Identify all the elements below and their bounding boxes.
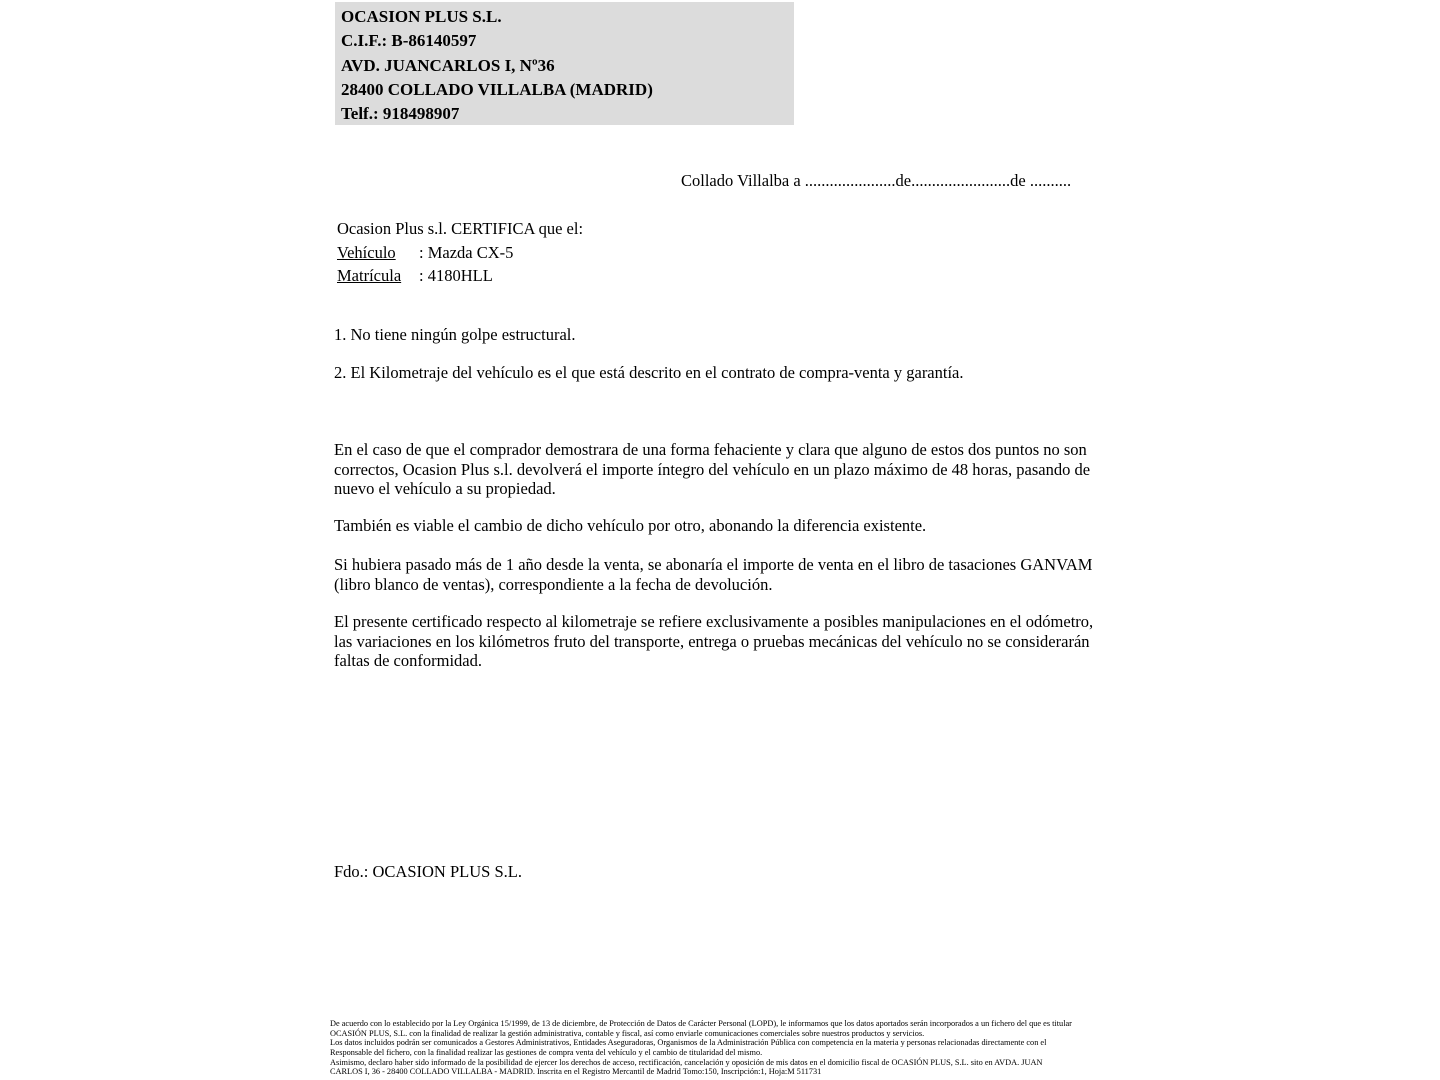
paragraph-refund: En el caso de que el comprador demostrara de una forma fehaciente y clara que alguno de estos dos puntos no son correctos, Ocasion Plus s.l. devolverá el importe íntegro del vehículo en un plazo máximo de 48 horas, pasando de nuevo el vehículo a su propiedad. — [334, 440, 1091, 499]
company-city: 28400 COLLADO VILLALBA (MADRID) — [341, 79, 653, 99]
vehicle-label: Vehículo — [337, 242, 396, 262]
signature-line: Fdo.: OCASION PLUS S.L. — [334, 862, 522, 881]
company-cif: C.I.F.: B-86140597 — [341, 31, 477, 51]
certify-intro: Ocasion Plus s.l. CERTIFICA que el: — [337, 219, 584, 238]
plate-value: : 4180HLL — [419, 266, 493, 285]
paragraph-exchange: También es viable el cambio de dicho vehículo por otro, abonando la diferencia existente. — [334, 516, 927, 535]
paragraph-ganvam: Si hubiera pasado más de 1 año desde la venta, se abonaría el importe de venta en el libro de tasaciones GANVAM (libro blanco de ventas), correspondiente a la fecha de devolución. — [334, 555, 1093, 594]
date-line: Collado Villalba a ......................de........................de .......... — [681, 171, 1072, 190]
plate-row — [337, 264, 583, 288]
company-name: OCASION PLUS S.L. — [341, 7, 502, 26]
point-1: 1. No tiene ningún golpe estructural. — [334, 325, 576, 344]
legal-line: Responsable del fichero, con la finalidad realizar las gestiones de compra venta del vehículo y el cambio de titularidad del mismo. — [330, 1047, 763, 1057]
vehicle-row — [337, 241, 583, 265]
legal-line: OCASIÓN PLUS, S.L. con la finalidad de realizar la gestión administrativa, contable y fiscal, así como enviarle comunicaciones comerciales sobre nuestros productos y servicios. — [330, 1028, 925, 1038]
legal-line: Los datos incluidos podrán ser comunicados a Gestores Administrativos, Entidades Aseguradoras, Organismos de la Administración Pública con competencia en la materia y personas relacionadas directamente con el — [330, 1038, 1047, 1048]
company-header-box — [335, 2, 794, 125]
company-phone: Telf.: 918498907 — [341, 104, 460, 124]
certify-block — [337, 217, 583, 288]
legal-line: De acuerdo con lo establecido por la Ley Orgánica 15/1999, de 13 de diciembre, de Protección de Datos de Carácter Personal (LOPD), le informamos que los datos aportados serán incorporados a un fichero del que es titular — [330, 1019, 1072, 1028]
company-address: AVD. JUANCARLOS I, Nº36 — [341, 55, 555, 75]
paragraph-odometer: El presente certificado respecto al kilometraje se refiere exclusivamente a posibles manipulaciones en el odómetro, las variaciones en los kilómetros fruto del transporte, entrega o pruebas mecánicas del vehículo no se considerarán faltas de conformidad. — [334, 612, 1094, 671]
vehicle-value: : Mazda CX-5 — [419, 242, 514, 262]
plate-label: Matrícula — [337, 266, 402, 285]
legal-line: Asimismo, declaro haber sido informado de la posibilidad de ejercer los derechos de acceso, rectificación, cancelación y oposición de mis datos en el domicilio fiscal de OCASIÓN PLUS, S.L. sito en AVDA. JUAN — [330, 1057, 1043, 1067]
legal-line: CARLOS I, 36 - 28400 COLLADO VILLALBA - MADRID. Inscrita en el Registro Mercantil de Madrid Tomo:150, Inscripción:1, Hoja:M 511731 — [330, 1067, 822, 1077]
point-2: 2. El Kilometraje del vehículo es el que está descrito en el contrato de compra-venta y garantía. — [334, 363, 964, 382]
legal-fine-print — [330, 1019, 1110, 1077]
